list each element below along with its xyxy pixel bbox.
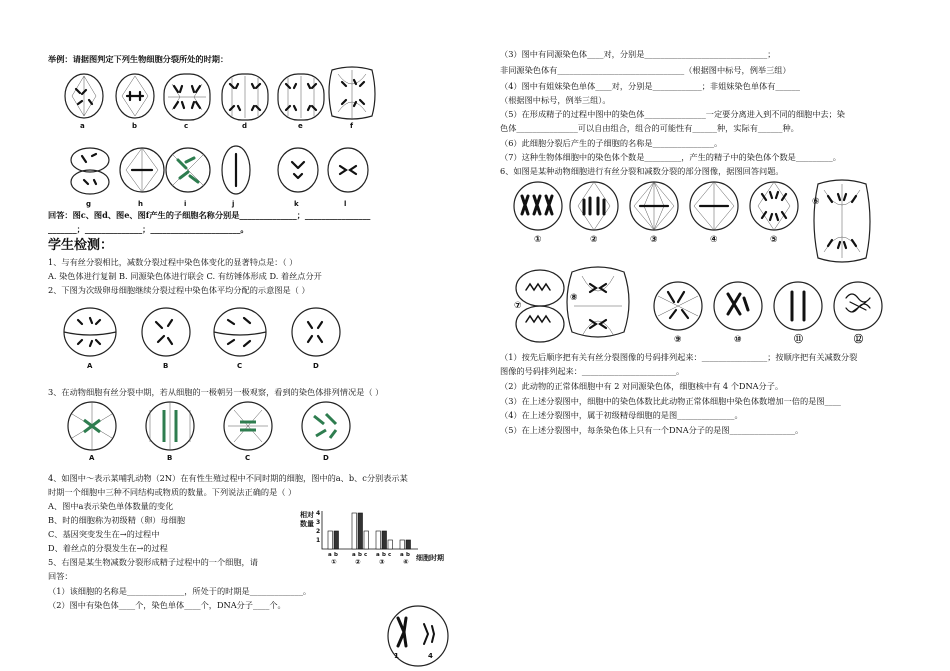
cell-a — [65, 74, 103, 118]
q1-stem: 1、与有丝分裂相比，减数分裂过程中染色体变化的显著特点是：（ ） — [48, 257, 298, 267]
q2-label-a: A — [87, 362, 93, 370]
label-k: k — [294, 200, 299, 208]
q5-cell-mark-2: 4 — [428, 652, 433, 660]
q4-stem1: 4、如图中～表示某哺乳动物（2N）在有性生殖过程中不同时期的细胞，图中的a、b、c分别表示某 — [48, 473, 408, 483]
cell-d — [222, 74, 268, 120]
label-g: g — [86, 200, 92, 208]
q6-cell-1 — [514, 182, 562, 230]
cell-k — [278, 148, 318, 192]
q4-option-d: D、着丝点的分裂发生在→的过程 — [48, 543, 168, 553]
q6-cell-7 — [516, 270, 564, 342]
label-j: j — [232, 200, 235, 208]
chart-ytick: 3 — [316, 519, 321, 526]
label-c: c — [184, 122, 189, 130]
cell-c — [164, 74, 210, 120]
q4-option-c: C、基因突变发生在→的过程中 — [48, 529, 160, 539]
q2-label-b: B — [163, 362, 169, 370]
q2-cell-d — [292, 308, 340, 356]
cell-f — [329, 67, 375, 120]
q6-answer-3: （3）在上述分裂图中，细胞中的染色体数比此动物正常体细胞中染色体数增加一倍的是图____ — [500, 396, 841, 406]
q5-sub1: （1）该细胞的名称是______________，所处于的时期是_____________。 — [48, 586, 312, 596]
q6-number-3: ③ — [650, 235, 658, 245]
label-h: h — [138, 200, 143, 208]
q6-number-11: ⑪ — [794, 335, 804, 345]
q6-answer-1: （1）按先后顺序把有关有丝分裂图像的号码排列起来：________________；按顺序把有关减数分裂 — [500, 352, 858, 362]
label-i: i — [184, 200, 187, 208]
q5-sub3b: 非同源染色体有_______________________________（根据图中标号，例举三组） — [500, 65, 791, 75]
q6-number-5: ⑤ — [770, 235, 778, 245]
q3-cell-d — [302, 402, 350, 450]
chart-ylabel-2: 数量 — [300, 520, 314, 528]
q6-number-6: ⑥ — [812, 197, 820, 207]
cell-e — [278, 74, 324, 120]
example-cells-figure — [62, 64, 382, 214]
cell-i — [166, 148, 210, 192]
label-e: e — [298, 122, 303, 130]
q2-cell-c — [214, 308, 266, 356]
q6-cell-4 — [690, 182, 738, 230]
label-d: d — [242, 122, 248, 130]
q5-sub3: （3）图中有同源染色体____对，分别是______________________________； — [500, 49, 776, 59]
q6-number-10: ⑩ — [734, 335, 742, 345]
q3-cell-b — [146, 402, 194, 450]
chart-ylabel-1: 相对 — [300, 511, 314, 519]
label-a: a — [80, 122, 85, 130]
chart-group-label: ① — [331, 558, 337, 566]
q3-stem: 3、在动物细胞有丝分裂中期，若从细胞的一极朝另一极观察，看到的染色体排列情况是（ ） — [48, 387, 384, 397]
q6-answer-1b: 图像的号码排列起来：_______________________。 — [500, 366, 685, 376]
chart-series-letter: b — [382, 552, 386, 558]
q5-sub5b: 色体_______________可以自由组合，组合的可能性有______种，实际有______种。 — [500, 123, 799, 133]
q3-cell-c — [224, 402, 272, 450]
chart-bar — [382, 531, 387, 549]
cell-j — [222, 146, 250, 194]
q6-answer-4: （4）在上述分裂图中，属于初级精母细胞的是图______________。 — [500, 410, 743, 420]
q2-stem: 2、下图为次级卵母细胞继续分裂过程中染色体平均分配的示意图是（ ） — [48, 285, 310, 295]
chart-bar — [376, 531, 381, 549]
q6-number-9: ⑨ — [674, 335, 682, 345]
q5-sub5: （5）在形成精子的过程中图中的染色体_______________一定要分离进入到不同的细胞中去；染 — [500, 109, 845, 119]
label-f: f — [350, 122, 354, 130]
chart-series-letter: b — [358, 552, 362, 558]
chart-bar — [364, 531, 369, 549]
chart-xlabel: 细胞时期 — [416, 554, 444, 562]
chart-series-letter: a — [328, 552, 332, 558]
chart-bar — [406, 540, 411, 549]
chart-series-letter: c — [388, 552, 392, 558]
chart-group-label: ③ — [379, 558, 385, 566]
q6-cell-12 — [834, 282, 882, 330]
q6-stem: 6、如图是某种动物细胞进行有丝分裂和减数分裂的部分图像，据图回答问题。 — [500, 166, 784, 176]
cell-h — [120, 148, 164, 192]
chart-group-label: ② — [355, 558, 361, 566]
chart-bar — [352, 513, 357, 549]
q3-figure — [64, 400, 364, 465]
q5-sub7: （7）这种生物体细胞中的染色体个数是_________，产生的精子中的染色体个数是_________。 — [500, 152, 841, 162]
q2-label-d: D — [313, 362, 319, 370]
q5-sub4b: （根据图中标号，例举三组）。 — [500, 95, 611, 105]
example-title: 举例：请据图判定下列生物细胞分裂所处的时期： — [48, 54, 229, 64]
chart-bar — [388, 540, 393, 549]
cell-l — [328, 148, 368, 192]
q4-stem2: 时期一个细胞中三种不同结构或物质的数量。下列说法正确的是（ ） — [48, 487, 297, 497]
q6-cell-3 — [630, 182, 678, 230]
chart-series-letter: a — [376, 552, 380, 558]
q6-number-8: ⑧ — [570, 293, 578, 303]
q6-cell-6 — [814, 180, 870, 262]
q2-figure — [60, 302, 360, 372]
chart-bar — [400, 540, 405, 549]
q3-label-c: C — [245, 454, 251, 462]
q1-options: A. 染色体进行复制 B. 同源染色体进行联会 C. 有纺锤体形成 D. 着丝点分开 — [48, 271, 322, 281]
q6-cell-2 — [570, 182, 618, 230]
q3-cell-a — [68, 402, 116, 450]
label-b: b — [132, 122, 138, 130]
example-answer-line1: 回答：图c、图d、图e、图f产生的子细胞名称分别是______________；________________ — [48, 210, 371, 220]
q2-label-c: C — [237, 362, 243, 370]
q6-cells-figure — [512, 180, 882, 350]
q5-sub4: （4）图中有姐妹染色单体____对，分别是____________；非姐妹染色单体有______ — [500, 81, 800, 91]
q5-stem1: 5、右图是某生物减数分裂形成精子过程中的一个细胞，请 — [48, 557, 258, 567]
q4-option-a: A、图中a表示染色单体数量的变化 — [48, 501, 174, 511]
q5-sub6: （6）此细胞分裂后产生的子细胞的名称是_______________。 — [500, 138, 723, 148]
q4-bar-chart — [300, 505, 470, 565]
q4-option-b: B、时的细胞称为初级精（卵）母细胞 — [48, 515, 186, 525]
q3-label-b: B — [167, 454, 173, 462]
example-answer-line2: _______；______________；______________________。 — [48, 224, 249, 234]
q5-cell-figure — [380, 604, 460, 669]
label-l: l — [344, 200, 347, 208]
q2-cell-a — [64, 308, 116, 356]
section-title: 学生检测： — [48, 238, 114, 253]
chart-ytick: 4 — [316, 510, 321, 517]
chart-series-letter: a — [352, 552, 356, 558]
q5-stem2: 回答： — [48, 571, 73, 581]
q6-answer-2: （2）此动物的正常体细胞中有 2 对同源染色体，细胞核中有 4 个DNA分子。 — [500, 381, 784, 391]
q3-label-d: D — [323, 454, 329, 462]
q6-number-7: ⑦ — [514, 301, 522, 311]
q6-cell-5 — [750, 182, 798, 230]
chart-group-label: ④ — [403, 558, 409, 566]
q6-cell-10 — [714, 282, 762, 330]
chart-series-letter: c — [364, 552, 368, 558]
q6-cell-11 — [774, 282, 822, 330]
chart-bar — [334, 531, 339, 549]
chart-ytick: 1 — [316, 537, 321, 544]
q6-number-1: ① — [534, 235, 542, 245]
chart-series-letter: a — [400, 552, 404, 558]
cell-g — [71, 148, 109, 194]
q6-cell-9 — [654, 282, 702, 330]
chart-series-letter: b — [334, 552, 338, 558]
q5-cell-mark-1: 1 — [394, 652, 399, 660]
q6-number-12: ⑫ — [854, 335, 864, 345]
cell-b — [116, 74, 154, 118]
q3-label-a: A — [89, 454, 95, 462]
q6-number-2: ② — [590, 235, 598, 245]
q6-answer-5: （5）在上述分裂图中，每条染色体上只有一个DNA分子的是图________________。 — [500, 425, 804, 435]
chart-bar — [358, 513, 363, 549]
chart-bar — [328, 531, 333, 549]
q5-sub2: （2）图中有染色体____个，染色单体____个，DNA分子____个。 — [48, 600, 286, 610]
chart-series-letter: b — [406, 552, 410, 558]
q2-cell-b — [142, 308, 190, 356]
chart-ytick: 2 — [316, 528, 321, 535]
q6-number-4: ④ — [710, 235, 718, 245]
